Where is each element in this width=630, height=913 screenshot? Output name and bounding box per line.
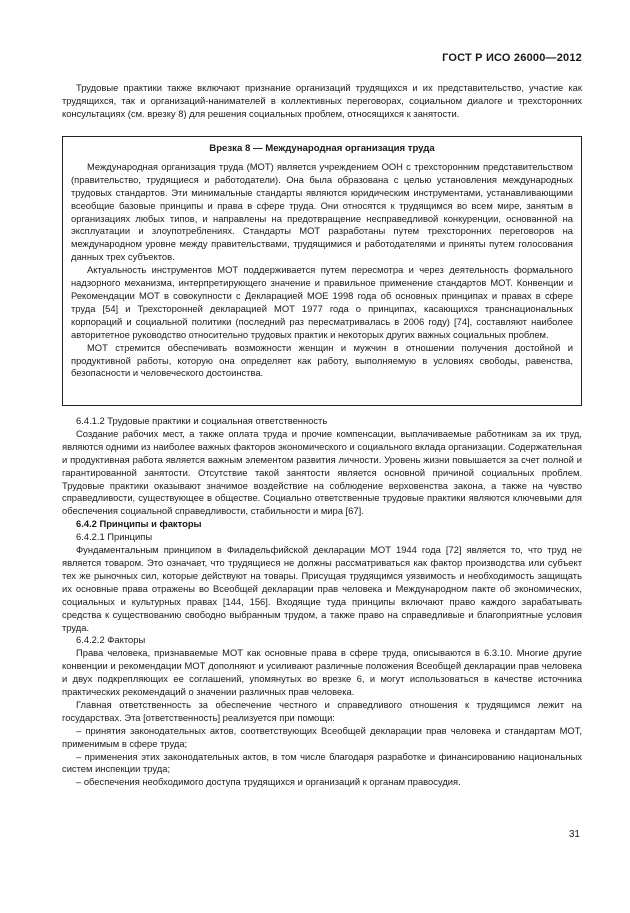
intro-block	[62, 82, 582, 121]
paragraph-6-4-2-2-a: Права человека, признаваемые МОТ как основные права в сфере труда, описываются в 6.3.10. Многие другие конвенции и рекомендации МОТ дополняют и усиливают различные положения Всеобщей декларации прав человека и двух подкрепляющих ее соглашений, упомянутых во врезке 6, и могут использоваться в качестве источника практических рекомендаций о значении различных прав человека.	[62, 647, 582, 698]
list-item: – принятия законодательных актов, соответствующих Всеобщей декларации прав человека и стандартам МОТ, применимым в сфере труда;	[62, 724, 582, 749]
paragraph-6-4-2-1: Фундаментальным принципом в Филадельфийской декларации МОТ 1944 года [72] является то, что труд не является товаром. Это означает, что трудящиеся не должны рассматриваться как фактор производства или субъект тех же рыночных сил, которые действуют на товары. Присущая трудящимся уязвимость и необходимость защищать их основные права отражены во Всеобщей декларации прав человека и Международном пакте об экономических, социальных и культурных правах [144, 156]. Входящие туда принципы включают право каждого зарабатывать средства к существованию свободно выбранным трудом, а также право на справедливые и благоприятные условия труда.	[62, 544, 582, 633]
list-item: – обеспечения необходимого доступа трудящихся и организаций к органам правосудия.	[76, 776, 461, 788]
heading-6-4-2: 6.4.2 Принципы и факторы	[76, 518, 202, 530]
intro-paragraph: Трудовые практики также включают признание организаций трудящихся и их представительство, участие как трудящихся, так и организаций-нанимателей в коллективных переговорах, социальном диалоге и трехсторонних консультациях (см. врезку 8) для решения социальных проблем, относящихся к занятости.	[62, 82, 582, 119]
box-paragraph: Актуальность инструментов МОТ поддерживается путем пересмотра и через деятельность формального надзорного механизма, интерпретирующего значение и правильное применение стандартов МОТ. Конвенции и Рекомендации МОТ в совокупности с Декларацией МОЕ 1998 года об основных принципах и правах в сфере труда [54] и Трехсторонней декларацией МОТ 1977 года о принципах, касающихся транснациональных корпораций и социальной политики (последний раз пересматривалась в 2006 году) [74], составляют наиболее авторитетное руководство относительно трудовых практик и некоторых других важных социальных проблем.	[71, 264, 573, 340]
list-item: – применения этих законодательных актов, в том числе благодаря разработке и финансированию национальных систем инспекции труда;	[62, 750, 582, 775]
paragraph-6-4-2-2-b: Главная ответственность за обеспечение честного и справедливого отношения к трудящимся лежит на государствах. Эта [ответственность] реализуется при помощи:	[62, 698, 582, 723]
section-block	[62, 415, 582, 789]
box-paragraph: МОТ стремится обеспечивать возможности женщин и мужчин в отношении получения достойной и продуктивной работы, которую она определяет как работу, выполняемую в условиях свободы, равенства, безопасности и человеческого достоинства.	[71, 341, 573, 379]
box-paragraph: Международная организация труда (МОТ) является учреждением ООН с трехсторонним представительством (правительство, трудящиеся и работодатели). Она была образована с целью установления международных трудовых стандартов. Эти минимальные стандарты являются юридическим инструментами, устанавливающими всеобщие базовые принципы и права в сфере труда. Они относятся к трудящимся во всем мире, занятым в организациях любых типов, и направлены на предотвращение несправедливой конкуренции, основанной на эксплуатации и злоупотреблениях. Стандарты МОТ разработаны путем трехсторонних переговоров на международном уровне между правительствами, трудящимися и работодателями и приняты путем голосования данных трех субъектов.	[71, 160, 573, 263]
heading-6-4-1-2: 6.4.1.2 Трудовые практики и социальная ответственность	[76, 415, 328, 426]
heading-6-4-2-2: 6.4.2.2 Факторы	[76, 634, 146, 646]
sidebar-box-ilo	[62, 136, 582, 406]
heading-6-4-2-1: 6.4.2.1 Принципы	[76, 531, 153, 543]
box-title: Врезка 8 — Международная организация труда	[209, 143, 435, 154]
standard-header: ГОСТ Р ИСО 26000—2012	[442, 52, 582, 64]
page-number: 31	[568, 829, 580, 840]
paragraph-6-4-1-2: Создание рабочих мест, а также оплата труда и прочие компенсации, выплачиваемые работникам за их труд, являются одними из наиболее важных факторов экономического и социального вклада организации. Содержательная и продуктивная работа является важным элементом развития личности. Уровень жизни повышается за счет полной и гарантированной занятости. Отсутствие такой занятости является основной причиной социальных проблем. Трудовые практики оказывают значимое воздействие на соблюдение верховенства закона, а также на чувство справедливости, существующее в обществе. Социально ответственные трудовые практики являются ключевыми для обеспечения социальной справедливости, стабильности и мира [67].	[62, 427, 582, 517]
